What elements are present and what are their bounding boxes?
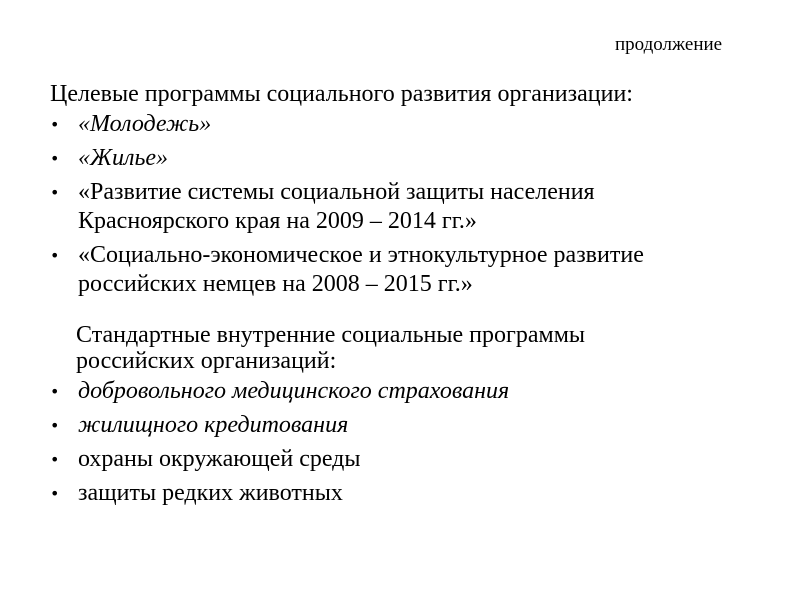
section-1-heading: Целевые программы социального развития организации: bbox=[50, 81, 633, 107]
list-item-text: охраны окружающей среды bbox=[78, 446, 361, 472]
list-item-text: «Развитие системы социальной защиты населения bbox=[78, 179, 595, 205]
list-item-text: жилищного кредитования bbox=[78, 412, 349, 438]
continuation-label: продолжение bbox=[615, 34, 723, 55]
list-item-medical-insurance bbox=[0, 377, 509, 406]
list-item-rare-animals bbox=[0, 479, 509, 508]
bullet-icon: • bbox=[50, 183, 60, 202]
section-2-heading: Стандартные внутренние социальные программы bbox=[76, 322, 586, 348]
list-item-environment bbox=[0, 445, 509, 474]
bullet-icon: • bbox=[50, 416, 60, 435]
bullet-icon: • bbox=[50, 484, 60, 503]
list-item-text: «Жилье» bbox=[78, 145, 169, 171]
section-1-list bbox=[0, 110, 644, 304]
list-item-social-protection bbox=[0, 178, 644, 236]
list-item-text: российских немцев на 2008 – 2015 гг.» bbox=[78, 271, 473, 297]
section-2-list bbox=[0, 377, 509, 513]
bullet-icon: • bbox=[50, 382, 60, 401]
bullet-icon: • bbox=[50, 246, 60, 265]
bullet-icon: • bbox=[50, 149, 60, 168]
section-2-heading-continued: российских организаций: bbox=[76, 348, 337, 374]
list-item-socio-economic bbox=[0, 241, 644, 299]
bullet-icon: • bbox=[50, 115, 60, 134]
list-item-housing-credit bbox=[0, 411, 509, 440]
list-item-text: «Социально-экономическое и этнокультурное развитие bbox=[78, 242, 644, 268]
list-item-text: добровольного медицинского страхования bbox=[78, 378, 510, 404]
list-item-zhilye bbox=[0, 144, 644, 173]
bullet-icon: • bbox=[50, 450, 60, 469]
list-item-molodezh bbox=[0, 110, 644, 139]
list-item-text: защиты редких животных bbox=[78, 480, 343, 506]
list-item-text: «Молодежь» bbox=[78, 111, 212, 137]
list-item-text: Красноярского края на 2009 – 2014 гг.» bbox=[78, 208, 477, 234]
